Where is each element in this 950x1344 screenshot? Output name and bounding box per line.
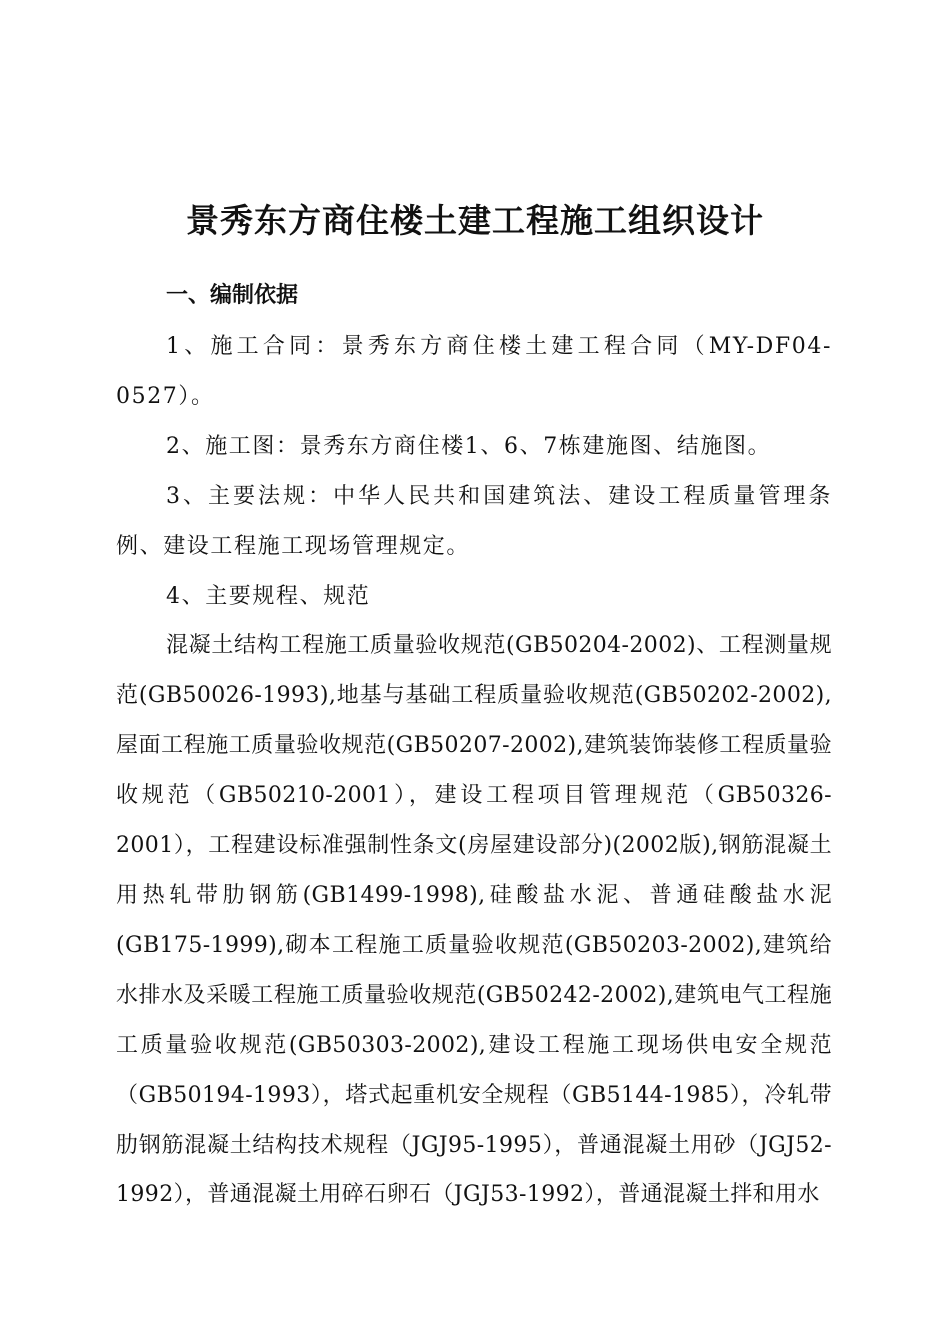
- paragraph-contract: 1、施工合同：景秀东方商住楼土建工程合同（MY-DF04-0527）。: [116, 334, 832, 409]
- paragraph-drawings: 2、施工图：景秀东方商住楼1、6、7栋建施图、结施图。: [166, 433, 772, 459]
- document-title: 景秀东方商住楼土建工程施工组织设计: [186, 201, 764, 240]
- paragraph-standards-heading: 4、主要规程、规范: [166, 583, 371, 609]
- document-body: [116, 322, 832, 1220]
- section-heading: 一、编制依据: [166, 283, 299, 308]
- paragraph-regulations: 3、主要法规：中华人民共和国建筑法、建设工程质量管理条例、建设工程施工现场管理规定。: [116, 483, 832, 559]
- paragraph-standards-list: 混凝土结构工程施工质量验收规范(GB50204-2002)、工程测量规范(GB50026-1993),地基与基础工程质量验收规范(GB50202-2002),屋面工程施工质量验收规范(GB50207-2002),建筑装饰装修工程质量验收规范（GB50210-2001），建设工程项目管理规范（GB50326-2001），工程建设标准强制性条文(房屋建设部分)(2002版),钢筋混凝土用热轧带肋钢筋(GB1499-1998),硅酸盐水泥、普通硅酸盐水泥(GB175-1999),砌本工程施工质量验收规范(GB50203-2002),建筑给水排水及采暖工程施工质量验收规范(GB50242-2002),建筑电气工程施工质量验收规范(GB50303-2002),建设工程施工现场供电安全规范（GB50194-1993），塔式起重机安全规程（GB5144-1985），冷轧带肋钢筋混凝土结构技术规程（JGJ95-1995），普通混凝土用砂（JGJ52-1992），普通混凝土用碎石卵石（JGJ53-1992），普通混凝土拌和用水: [116, 633, 832, 1208]
